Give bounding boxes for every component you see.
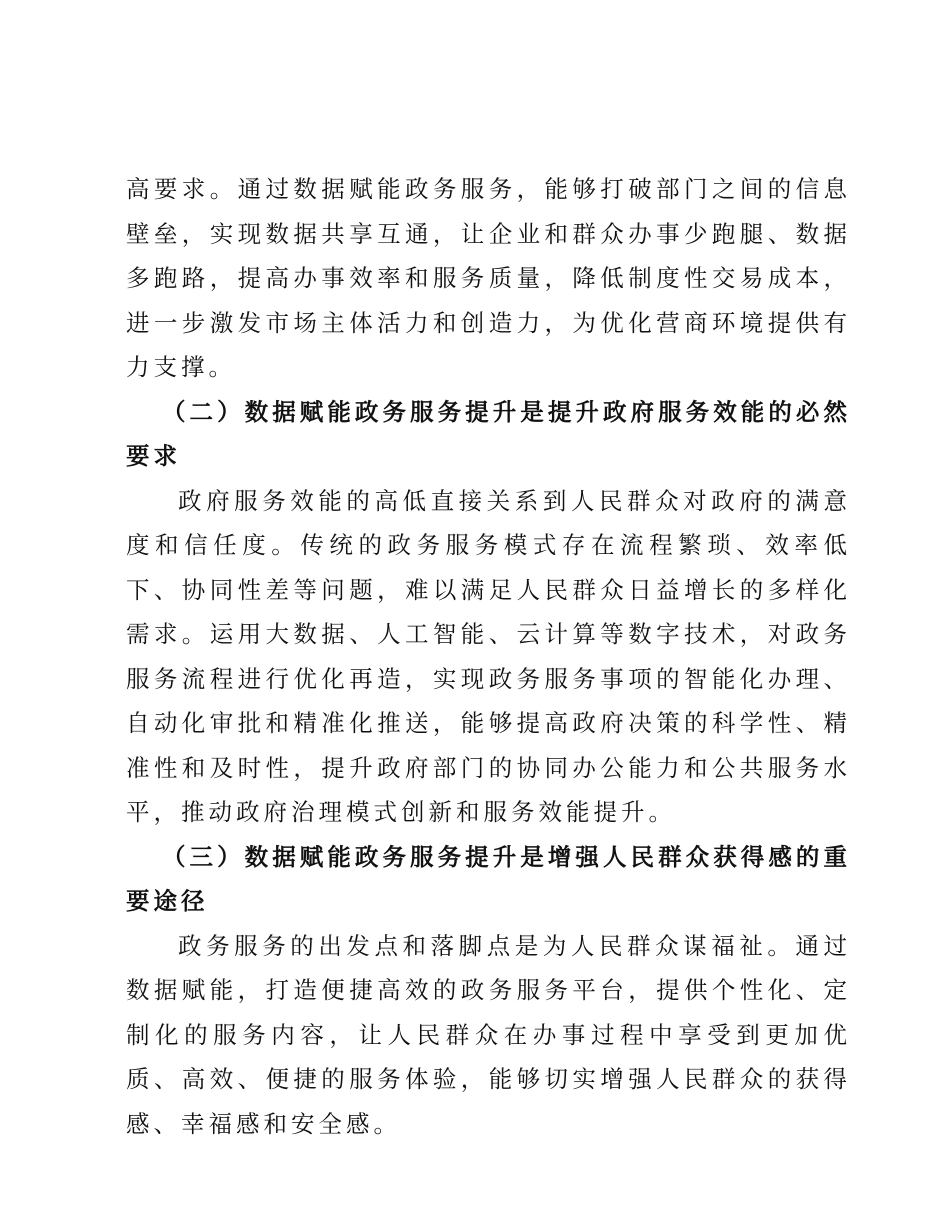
document-body xyxy=(126,167,851,1146)
section-heading-2: （二）数据赋能政务服务提升是提升政府服务效能的必然要求 xyxy=(126,397,851,470)
paragraph-continuation: 高要求。通过数据赋能政务服务，能够打破部门之间的信息壁垒，实现数据共享互通，让企业和群众办事少跑腿、数据多跑路，提高办事效率和服务质量，降低制度性交易成本，进一步激发市场主体活力和创造力，为优化营商环境提供有力支撑。 xyxy=(126,175,851,381)
paragraph-body-2: 政府服务效能的高低直接关系到人民群众对政府的满意度和信任度。传统的政务服务模式存在流程繁琐、效率低下、协同性差等问题，难以满足人民群众日益增长的多样化需求。运用大数据、人工智能、云计算等数字技术，对政务服务流程进行优化再造，实现政务服务事项的智能化办理、自动化审批和精准化推送，能够提高政府决策的科学性、精准性和及时性，提升政府部门的协同办公能力和公共服务水平，推动政府治理模式创新和服务效能提升。 xyxy=(126,486,851,826)
section-heading-3: （三）数据赋能政务服务提升是增强人民群众获得感的重要途径 xyxy=(126,842,851,915)
paragraph-body-3: 政务服务的出发点和落脚点是为人民群众谋福祉。通过数据赋能，打造便捷高效的政务服务平台，提供个性化、定制化的服务内容，让人民群众在办事过程中享受到更加优质、高效、便捷的服务体验，能够切实增强人民群众的获得感、幸福感和安全感。 xyxy=(126,931,851,1138)
